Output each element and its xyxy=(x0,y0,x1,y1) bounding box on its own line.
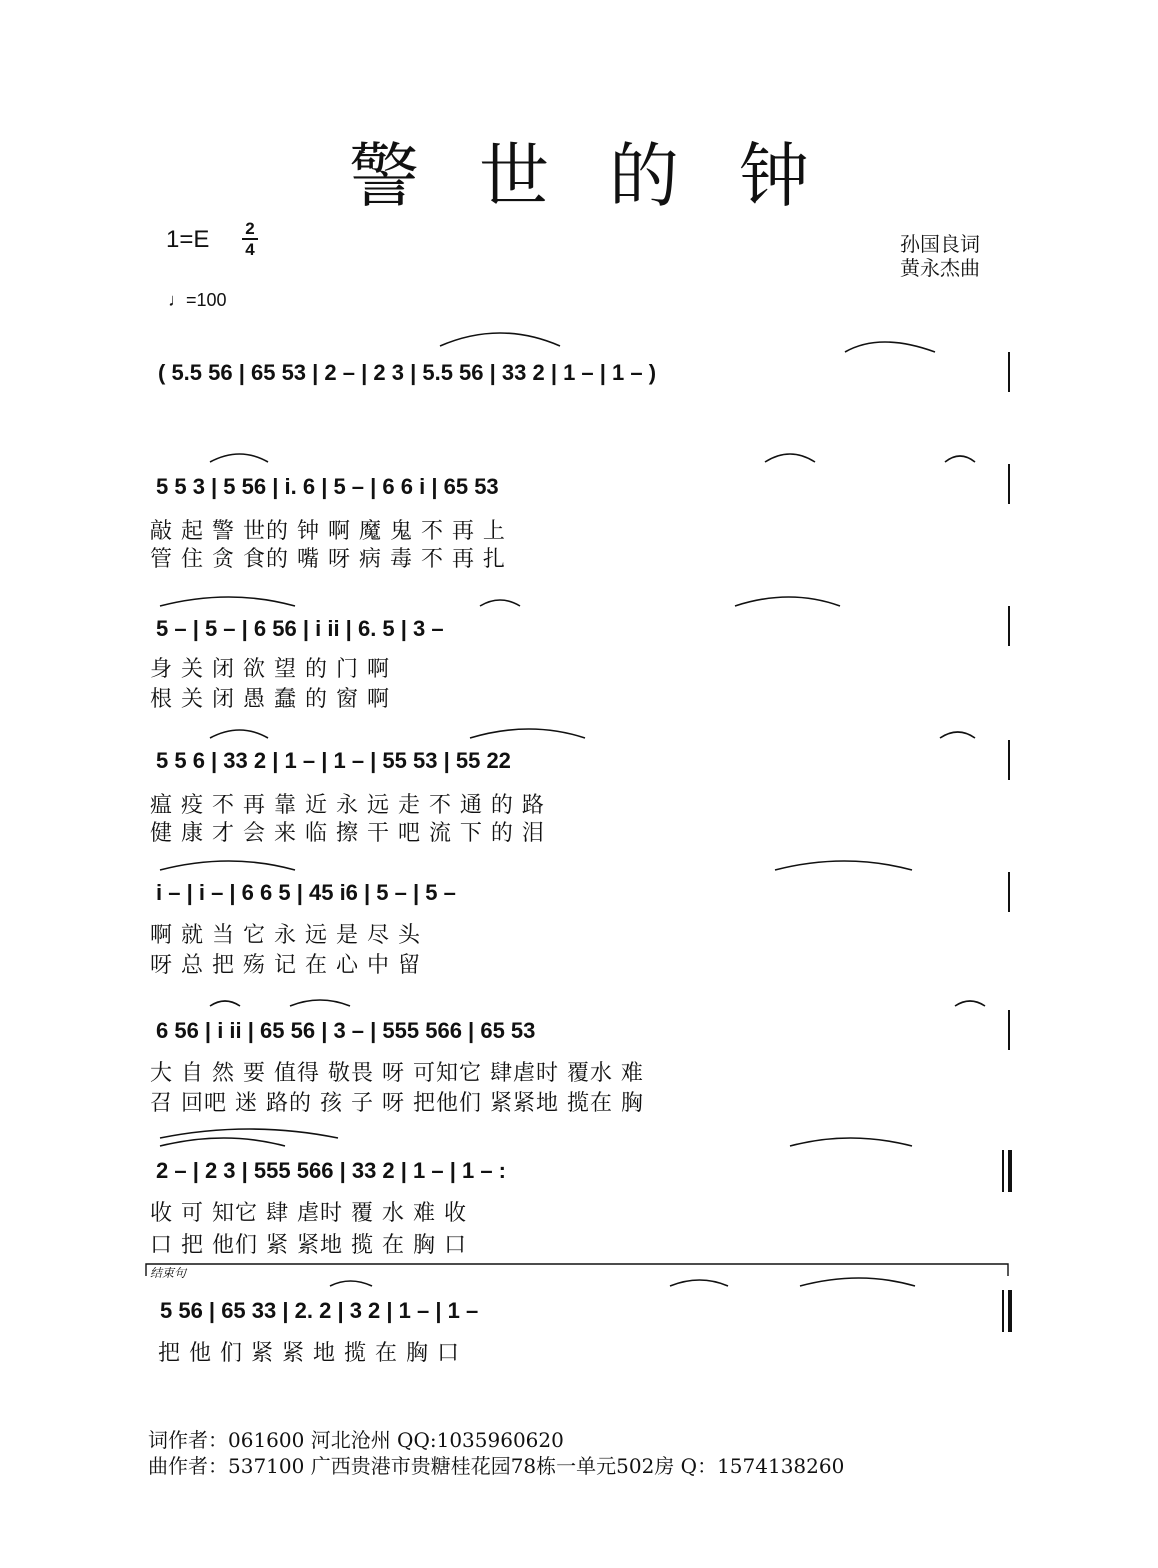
time-denominator: 4 xyxy=(245,240,255,259)
system-6-lyrics-verse2: 口 把 他们 紧 紧地 揽 在 胸 口 xyxy=(150,1233,467,1258)
slur xyxy=(775,861,912,870)
slur xyxy=(765,454,815,462)
final-barline-thin xyxy=(1002,1290,1004,1332)
slur xyxy=(330,1281,372,1286)
system-2-lyrics-verse2: 根 关 闭 愚 蠢 的 窗 啊 xyxy=(150,687,390,712)
intro-tie xyxy=(845,342,935,352)
system-5-notes: 6 56 | i ii | 65 56 | 3 – | 555 566 | 65 53 xyxy=(156,1018,536,1043)
song-title: 警世的钟 xyxy=(349,135,869,217)
system-3-notes: 5 5 6 | 33 2 | 1 – | 1 – | 55 53 | 55 22 xyxy=(156,748,511,773)
repeat-barline-thin xyxy=(1002,1150,1004,1192)
system-3-lyrics-verse1: 瘟 疫 不 再 靠 近 永 远 走 不 通 的 路 xyxy=(150,793,545,818)
time-signature xyxy=(242,220,258,258)
slur xyxy=(290,1000,350,1006)
slur xyxy=(670,1280,728,1286)
slur xyxy=(210,454,268,462)
system-4-notes: i – | i – | 6 6 5 | 45 i6 | 5 – | 5 – xyxy=(156,880,456,905)
slur xyxy=(210,730,268,738)
slur xyxy=(800,1278,915,1286)
lyricist-contact: 词作者：061600 河北沧州 QQ:1035960620 xyxy=(148,1428,564,1452)
barline xyxy=(1008,872,1010,912)
system-2-notes: 5 – | 5 – | 6 56 | i ii | 6. 5 | 3 – xyxy=(156,616,444,641)
system-5-lyrics-verse2: 召 回吧 迷 路的 孩 子 呀 把他们 紧紧地 揽在 胸 xyxy=(150,1091,644,1116)
tempo-marking: ♩=100 xyxy=(168,290,227,310)
system-3-lyrics-verse2: 健 康 才 会 来 临 擦 干 吧 流 下 的 泪 xyxy=(150,821,545,846)
system-1-lyrics-verse1: 敲 起 警 世的 钟 啊 魔 鬼 不 再 上 xyxy=(150,519,506,544)
barline xyxy=(1008,464,1010,504)
slur xyxy=(790,1138,912,1146)
barline xyxy=(1008,1010,1010,1050)
slur xyxy=(160,861,295,870)
intro-notes: ( 5.5 56 | 65 53 | 2 – | 2 3 | 5.5 56 | 33 2 | 1 – | 1 – ) xyxy=(158,360,657,385)
ending-bracket xyxy=(146,1264,1008,1276)
slur xyxy=(160,1129,338,1138)
slur xyxy=(480,600,520,606)
composer-credit: 黄永杰曲 xyxy=(900,256,980,280)
slur xyxy=(160,597,295,606)
intro-tie xyxy=(440,333,560,346)
system-1-notes: 5 5 3 | 5 56 | i. 6 | 5 – | 6 6 i | 65 53 xyxy=(156,474,499,499)
system-6-notes: 2 – | 2 3 | 555 566 | 33 2 | 1 – | 1 – : xyxy=(156,1158,507,1183)
system-1-lyrics-verse2: 管 住 贪 食的 嘴 呀 病 毒 不 再 扎 xyxy=(150,547,506,572)
barline xyxy=(1008,352,1010,392)
key-signature: 1=E xyxy=(166,226,210,253)
slur xyxy=(735,597,840,606)
final-barline-thick xyxy=(1008,1290,1012,1332)
ending-label: 结束句 xyxy=(150,1266,187,1280)
barline xyxy=(1008,740,1010,780)
ending-lyrics: 把 他 们 紧 紧 地 揽 在 胸 口 xyxy=(158,1341,460,1366)
slur xyxy=(945,456,975,462)
system-6-lyrics-verse1: 收 可 知它 肆 虐时 覆 水 难 收 xyxy=(150,1201,467,1226)
slur xyxy=(940,732,975,738)
ending-notes: 5 56 | 65 33 | 2. 2 | 3 2 | 1 – | 1 – xyxy=(160,1298,479,1323)
composer-contact: 曲作者：537100 广西贵港市贵糖桂花园78栋一单元502房 Q：1574138260 xyxy=(148,1454,845,1478)
slur xyxy=(470,729,585,738)
slur xyxy=(160,1138,285,1146)
system-4-lyrics-verse1: 啊 就 当 它 永 远 是 尽 头 xyxy=(150,923,421,948)
system-5-lyrics-verse1: 大 自 然 要 值得 敬畏 呀 可知它 肆虐时 覆水 难 xyxy=(150,1061,644,1086)
system-2-lyrics-verse1: 身 关 闭 欲 望 的 门 啊 xyxy=(150,657,390,682)
time-numerator: 2 xyxy=(245,219,255,238)
system-4-lyrics-verse2: 呀 总 把 殇 记 在 心 中 留 xyxy=(150,953,421,978)
repeat-barline-thick xyxy=(1008,1150,1012,1192)
lyricist-credit: 孙国良词 xyxy=(900,232,980,256)
slur xyxy=(210,1001,240,1006)
barline xyxy=(1008,606,1010,646)
slur xyxy=(955,1001,985,1006)
